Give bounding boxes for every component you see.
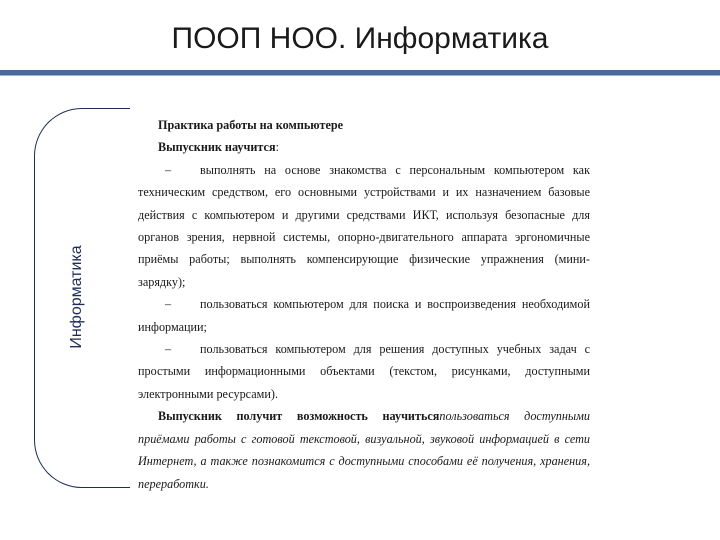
list-item xyxy=(138,293,590,338)
list-item-text: выполнять на основе знакомства с персональным компьютером как техническим средством, его основными устройствами и их назначением базовые действия с компьютером и другими средствами ИКТ, используя безопасные для органов зрения, нервной системы, опорно-двигательного аппарата эргономичные приёмы работы; выполнять компенсирующие физические упражнения (мини-зарядку); xyxy=(138,162,590,289)
opportunity-paragraph xyxy=(138,405,590,495)
dash-bullet: – xyxy=(165,342,172,357)
learns-colon: : xyxy=(275,140,279,155)
side-label: Информатика xyxy=(68,245,85,349)
learns-label: Выпускник научится xyxy=(158,140,276,155)
opportunity-label: Выпускник получит возможность научиться xyxy=(158,409,440,424)
section-heading: Практика работы на компьютере xyxy=(158,118,344,132)
list-item xyxy=(138,338,590,405)
title-divider xyxy=(0,70,720,76)
list-item-text: пользоваться компьютером для решения доступных учебных задач с простыми информационными объектами (текстом, рисунками, доступными электронными ресурсами). xyxy=(138,342,590,401)
document-excerpt xyxy=(138,114,590,495)
slide-title: ПООП НОО. Информатика xyxy=(171,22,549,55)
opportunity-text: пользоваться доступными приёмами работы с готовой текстовой, визуальной, звуковой информацией в сети Интернет, а также познакомится с доступными способами её получения, хранения, переработки. xyxy=(138,409,590,491)
list-item-text: пользоваться компьютером для поиска и воспроизведения необходимой информации; xyxy=(138,297,590,334)
dash-bullet: – xyxy=(165,297,172,312)
dash-bullet: – xyxy=(165,162,172,177)
list-item xyxy=(138,159,590,293)
learns-subheading xyxy=(138,136,590,158)
